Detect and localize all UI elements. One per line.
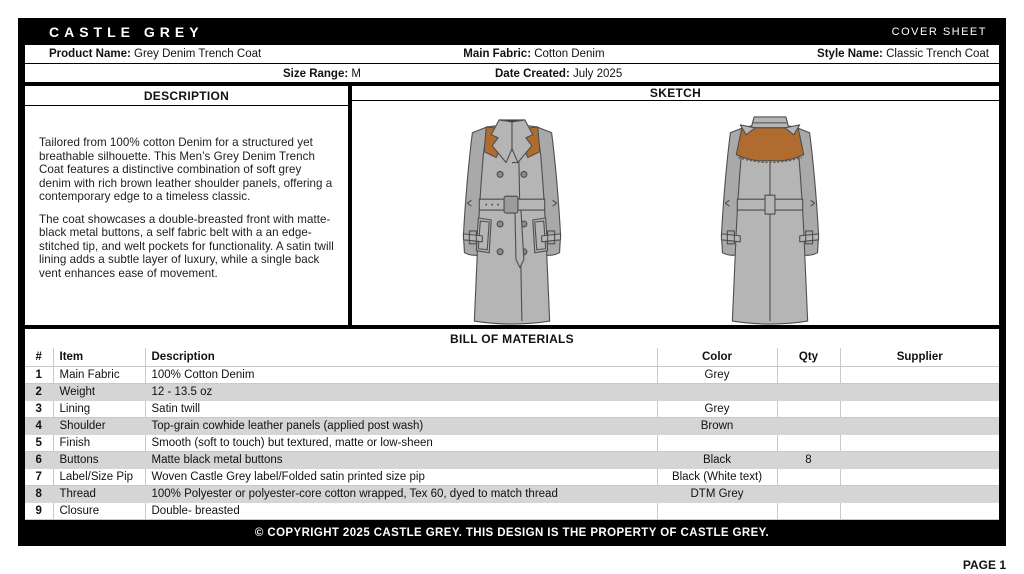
bom-header-row — [25, 348, 999, 366]
bom-cell-supplier — [840, 366, 999, 383]
bom-cell-num: 3 — [25, 400, 53, 417]
style-name-value: Classic Trench Coat — [886, 48, 989, 60]
bom-col-item: Item — [53, 348, 145, 366]
bom-cell-supplier — [840, 383, 999, 400]
product-name-field — [25, 48, 463, 60]
table-row — [25, 502, 999, 519]
bom-cell-color: Brown — [657, 417, 777, 434]
bom-cell-num: 1 — [25, 366, 53, 383]
main-fabric-label: Main Fabric: — [463, 48, 532, 60]
main-fabric-value: Cotton Denim — [534, 48, 605, 60]
bom-cell-num: 9 — [25, 502, 53, 519]
table-row — [25, 383, 999, 400]
bom-cell-item: Closure — [53, 502, 145, 519]
bom-table-body — [25, 366, 999, 519]
main-fabric-field — [463, 48, 817, 60]
bom-col-supplier: Supplier — [840, 348, 999, 366]
bom-cell-qty — [777, 417, 840, 434]
bom-cell-item: Main Fabric — [53, 366, 145, 383]
size-range-value: M — [351, 68, 361, 80]
description-paragraph: Tailored from 100% cotton Denim for a structured yet breathable silhouette. This Men’s Grey Denim Trench Coat features a distinctive combination of soft grey denim with rich brown leather shoulder panels, offering a contemporary edge to a timeless classic. — [39, 136, 333, 203]
bom-cell-qty: 8 — [777, 451, 840, 468]
bom-cell-item: Label/Size Pip — [53, 468, 145, 485]
bom-cell-description: Smooth (soft to touch) but textured, matte or low-sheen — [145, 434, 657, 451]
bom-cell-supplier — [840, 485, 999, 502]
bom-cell-color: Grey — [657, 400, 777, 417]
bom-cell-supplier — [840, 451, 999, 468]
bom-col-description: Description — [145, 348, 657, 366]
table-row — [25, 434, 999, 451]
bom-cell-description: Matte black metal buttons — [145, 451, 657, 468]
product-name-value: Grey Denim Trench Coat — [134, 48, 262, 60]
bom-cell-qty — [777, 366, 840, 383]
sheet-type-label: COVER SHEET — [891, 25, 987, 38]
description-sketch-panels — [25, 86, 999, 329]
bom-cell-qty — [777, 468, 840, 485]
bom-cell-color: Black (White text) — [657, 468, 777, 485]
bom-cell-color — [657, 502, 777, 519]
bom-cell-qty — [777, 383, 840, 400]
bom-cell-num: 8 — [25, 485, 53, 502]
bom-cell-qty — [777, 434, 840, 451]
bom-cell-description: 100% Cotton Denim — [145, 366, 657, 383]
table-row — [25, 451, 999, 468]
bom-cell-qty — [777, 502, 840, 519]
bom-cell-supplier — [840, 468, 999, 485]
product-name-label: Product Name: — [49, 48, 131, 60]
bom-cell-supplier — [840, 502, 999, 519]
info-row-1 — [25, 45, 999, 64]
brand-name: CASTLE GREY — [49, 23, 204, 40]
bom-col-color: Color — [657, 348, 777, 366]
bom-col-num: # — [25, 348, 53, 366]
table-row — [25, 485, 999, 502]
bom-cell-description: Double- breasted — [145, 502, 657, 519]
bom-cell-item: Thread — [53, 485, 145, 502]
bom-cell-item: Weight — [53, 383, 145, 400]
description-panel — [25, 86, 352, 325]
bom-cell-item: Finish — [53, 434, 145, 451]
bom-cell-supplier — [840, 417, 999, 434]
table-row — [25, 468, 999, 485]
date-created-field — [495, 68, 622, 80]
bill-of-materials-table — [25, 348, 999, 520]
sketch-header: SKETCH — [352, 86, 999, 101]
bom-cell-description: 100% Polyester or polyester-core cotton wrapped, Tex 60, dyed to match thread — [145, 485, 657, 502]
date-created-value: July 2025 — [572, 68, 623, 80]
sketch-panel — [352, 86, 999, 325]
copyright-text: © COPYRIGHT 2025 CASTLE GREY. THIS DESIGN IS THE PROPERTY OF CASTLE GREY. — [254, 526, 770, 539]
cover-sheet — [18, 18, 1006, 546]
style-name-label: Style Name: — [817, 48, 883, 60]
bom-title: BILL OF MATERIALS — [450, 331, 574, 346]
bom-cell-num: 2 — [25, 383, 53, 400]
bom-cell-description: Satin twill — [145, 400, 657, 417]
info-row-2 — [25, 64, 999, 86]
bom-cell-qty — [777, 400, 840, 417]
description-paragraph: The coat showcases a double-breasted front with matte-black metal buttons, a self fabric belt with a an edge-stitched tip, and welt pockets for functionality. A satin twill lining adds a subtle layer of luxury, while a single back vent enhances ease of movement. — [39, 212, 334, 280]
bom-cell-supplier — [840, 434, 999, 451]
bom-cell-num: 7 — [25, 468, 53, 485]
bom-cell-color: Grey — [657, 366, 777, 383]
copyright-bar — [25, 520, 999, 546]
style-name-field — [817, 48, 999, 60]
bom-cell-num: 6 — [25, 451, 53, 468]
page-number: PAGE 1 — [962, 558, 1006, 572]
date-created-label: Date Created: — [495, 68, 570, 80]
bom-cell-description: Woven Castle Grey label/Folded satin printed size pip — [145, 468, 657, 485]
bom-cell-supplier — [840, 400, 999, 417]
bom-cell-color — [657, 383, 777, 400]
bom-cell-qty — [777, 485, 840, 502]
bom-cell-item: Buttons — [53, 451, 145, 468]
sketch-drawings — [352, 101, 999, 329]
table-row — [25, 366, 999, 383]
size-range-field — [283, 68, 361, 80]
table-row — [25, 400, 999, 417]
description-text — [25, 106, 348, 325]
bom-cell-num: 4 — [25, 417, 53, 434]
bom-cell-color: Black — [657, 451, 777, 468]
bom-col-qty: Qty — [777, 348, 840, 366]
coat-back-sketch — [700, 111, 840, 329]
bom-cell-color — [657, 434, 777, 451]
bom-cell-color: DTM Grey — [657, 485, 777, 502]
bom-cell-num: 5 — [25, 434, 53, 451]
table-row — [25, 417, 999, 434]
bom-cell-item: Lining — [53, 400, 145, 417]
bom-cell-description: 12 - 13.5 oz — [145, 383, 657, 400]
coat-front-sketch — [442, 111, 582, 329]
bom-cell-item: Shoulder — [53, 417, 145, 434]
size-range-label: Size Range: — [283, 68, 349, 80]
bom-cell-description: Top-grain cowhide leather panels (applied post wash) — [145, 417, 657, 434]
description-header: DESCRIPTION — [25, 86, 348, 106]
top-title-bar — [25, 18, 999, 45]
